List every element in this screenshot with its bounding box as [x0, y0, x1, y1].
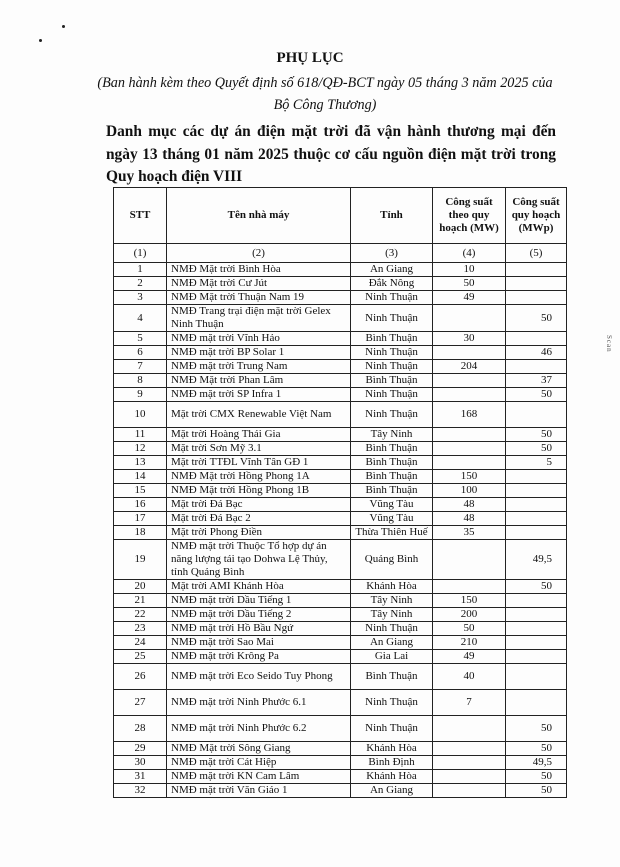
table-row	[114, 770, 567, 784]
table-row	[114, 526, 567, 540]
row-plant-name: NMĐ mặt trời Cát Hiệp	[167, 756, 351, 770]
table-header-row	[114, 188, 567, 244]
table-row	[114, 277, 567, 291]
row-province: Tây Ninh	[351, 608, 433, 622]
row-plant-name: NMĐ mặt trời Trung Nam	[167, 360, 351, 374]
row-capacity-mwp	[506, 636, 567, 650]
table-row	[114, 690, 567, 716]
row-plant-name: NMĐ mặt trời Văn Giáo 1	[167, 784, 351, 798]
row-capacity-mw	[433, 428, 506, 442]
row-stt: 11	[114, 428, 167, 442]
scan-speck	[39, 39, 42, 42]
row-plant-name: Mặt trời AMI Khánh Hòa	[167, 580, 351, 594]
row-plant-name: NMĐ mặt trời Thuộc Tổ hợp dự án năng lượng tái tạo Dohwa Lệ Thủy, tỉnh Quảng Bình	[167, 540, 351, 580]
row-capacity-mw: 204	[433, 360, 506, 374]
row-capacity-mw: 100	[433, 484, 506, 498]
row-capacity-mwp: 50	[506, 716, 567, 742]
row-stt: 21	[114, 594, 167, 608]
row-capacity-mw: 35	[433, 526, 506, 540]
row-capacity-mw: 40	[433, 664, 506, 690]
row-plant-name: Mặt trời Đá Bạc	[167, 498, 351, 512]
row-capacity-mwp: 50	[506, 428, 567, 442]
row-capacity-mwp: 50	[506, 305, 567, 332]
row-capacity-mw: 168	[433, 402, 506, 428]
row-province: Ninh Thuận	[351, 305, 433, 332]
row-capacity-mwp: 50	[506, 784, 567, 798]
table-row	[114, 263, 567, 277]
row-capacity-mwp	[506, 263, 567, 277]
row-capacity-mw: 50	[433, 277, 506, 291]
row-stt: 10	[114, 402, 167, 428]
row-province: An Giang	[351, 263, 433, 277]
row-plant-name: NMĐ Mặt trời Thuận Nam 19	[167, 291, 351, 305]
table-row	[114, 636, 567, 650]
row-plant-name: NMĐ mặt trời KN Cam Lâm	[167, 770, 351, 784]
row-plant-name: Mặt trời CMX Renewable Việt Nam	[167, 402, 351, 428]
row-capacity-mwp	[506, 332, 567, 346]
row-capacity-mw: 50	[433, 622, 506, 636]
header-stt: STT	[114, 188, 167, 244]
row-capacity-mw: 10	[433, 263, 506, 277]
table-row	[114, 756, 567, 770]
row-stt: 22	[114, 608, 167, 622]
table-row	[114, 716, 567, 742]
row-plant-name: NMĐ Mặt trời Hồng Phong 1B	[167, 484, 351, 498]
table-body	[114, 263, 567, 798]
row-province: Ninh Thuận	[351, 690, 433, 716]
row-capacity-mw: 48	[433, 498, 506, 512]
row-capacity-mw	[433, 742, 506, 756]
row-stt: 12	[114, 442, 167, 456]
row-province: Bình Thuận	[351, 332, 433, 346]
row-plant-name: Mặt trời TTĐL Vĩnh Tân GĐ 1	[167, 456, 351, 470]
row-province: Khánh Hòa	[351, 742, 433, 756]
header-province: Tỉnh	[351, 188, 433, 244]
row-capacity-mw	[433, 305, 506, 332]
row-stt: 4	[114, 305, 167, 332]
row-capacity-mwp: 46	[506, 346, 567, 360]
row-capacity-mw	[433, 716, 506, 742]
row-stt: 31	[114, 770, 167, 784]
table-row	[114, 580, 567, 594]
row-province: Ninh Thuận	[351, 716, 433, 742]
row-capacity-mwp	[506, 291, 567, 305]
row-province: Thừa Thiên Huế	[351, 526, 433, 540]
header-capacity-mwp: Công suất quy hoạch (MWp)	[506, 188, 567, 244]
row-capacity-mwp	[506, 664, 567, 690]
row-plant-name: NMĐ mặt trời Ninh Phước 6.2	[167, 716, 351, 742]
table-row	[114, 442, 567, 456]
row-capacity-mwp: 37	[506, 374, 567, 388]
row-stt: 25	[114, 650, 167, 664]
row-capacity-mw	[433, 580, 506, 594]
row-capacity-mw: 7	[433, 690, 506, 716]
row-plant-name: NMĐ Mặt trời Phan Lâm	[167, 374, 351, 388]
row-capacity-mwp	[506, 690, 567, 716]
row-province: Vũng Tàu	[351, 498, 433, 512]
row-province: Bình Thuận	[351, 664, 433, 690]
row-province: Bình Thuận	[351, 470, 433, 484]
row-stt: 20	[114, 580, 167, 594]
document-title: PHỤ LỤC	[276, 50, 344, 66]
row-stt: 2	[114, 277, 167, 291]
header-capacity-mw: Công suất theo quy hoạch (MW)	[433, 188, 506, 244]
row-capacity-mwp: 49,5	[506, 756, 567, 770]
row-province: Bình Thuận	[351, 484, 433, 498]
row-province: Tây Ninh	[351, 428, 433, 442]
row-capacity-mw: 30	[433, 332, 506, 346]
row-plant-name: NMĐ mặt trời Ninh Phước 6.1	[167, 690, 351, 716]
table-row	[114, 332, 567, 346]
row-capacity-mw	[433, 374, 506, 388]
column-index: (1)	[114, 244, 167, 263]
table-row	[114, 484, 567, 498]
row-province: Ninh Thuận	[351, 388, 433, 402]
row-plant-name: NMĐ Mặt trời Sông Giang	[167, 742, 351, 756]
table-row	[114, 456, 567, 470]
row-province: Vũng Tàu	[351, 512, 433, 526]
row-plant-name: NMĐ Trang trại điện mặt trời Gelex Ninh Thuận	[167, 305, 351, 332]
row-stt: 6	[114, 346, 167, 360]
edge-stamp-mark: Scan	[605, 335, 613, 353]
row-capacity-mwp	[506, 608, 567, 622]
row-capacity-mwp	[506, 526, 567, 540]
row-capacity-mw	[433, 456, 506, 470]
row-capacity-mw: 150	[433, 594, 506, 608]
row-capacity-mwp	[506, 402, 567, 428]
row-capacity-mw	[433, 784, 506, 798]
row-stt: 7	[114, 360, 167, 374]
table-row	[114, 650, 567, 664]
row-stt: 13	[114, 456, 167, 470]
row-capacity-mwp	[506, 470, 567, 484]
row-capacity-mwp: 50	[506, 580, 567, 594]
row-stt: 17	[114, 512, 167, 526]
row-stt: 32	[114, 784, 167, 798]
row-plant-name: NMĐ mặt trời Vĩnh Hảo	[167, 332, 351, 346]
row-capacity-mw	[433, 770, 506, 784]
row-capacity-mw	[433, 540, 506, 580]
row-plant-name: Mặt trời Sơn Mỹ 3.1	[167, 442, 351, 456]
subtitle-line-2: Bộ Công Thương)	[273, 97, 377, 113]
row-province: An Giang	[351, 784, 433, 798]
row-province: Ninh Thuận	[351, 360, 433, 374]
row-capacity-mw	[433, 442, 506, 456]
table-row	[114, 784, 567, 798]
table-row	[114, 428, 567, 442]
row-capacity-mw: 48	[433, 512, 506, 526]
row-capacity-mw: 210	[433, 636, 506, 650]
row-plant-name: NMĐ Mặt trời Bình Hòa	[167, 263, 351, 277]
row-capacity-mw: 49	[433, 291, 506, 305]
row-plant-name: NMĐ mặt trời Eco Seido Tuy Phong	[167, 664, 351, 690]
row-capacity-mwp	[506, 360, 567, 374]
column-index: (2)	[167, 244, 351, 263]
subtitle-line-1: (Ban hành kèm theo Quyết định số 618/QĐ-BCT ngày 05 tháng 3 năm 2025 của	[97, 75, 553, 91]
row-province: Tây Ninh	[351, 594, 433, 608]
row-capacity-mwp	[506, 622, 567, 636]
column-index: (5)	[506, 244, 567, 263]
column-index: (3)	[351, 244, 433, 263]
row-plant-name: NMĐ Mặt trời Hồng Phong 1A	[167, 470, 351, 484]
row-province: Ninh Thuận	[351, 291, 433, 305]
row-province: Đắk Nông	[351, 277, 433, 291]
row-capacity-mwp	[506, 277, 567, 291]
row-capacity-mw	[433, 346, 506, 360]
row-plant-name: Mặt trời Đá Bạc 2	[167, 512, 351, 526]
row-capacity-mw	[433, 756, 506, 770]
row-province: Ninh Thuận	[351, 622, 433, 636]
table-row	[114, 470, 567, 484]
column-index: (4)	[433, 244, 506, 263]
row-province: Quảng Bình	[351, 540, 433, 580]
row-province: Ninh Thuận	[351, 402, 433, 428]
row-province: Bình Định	[351, 756, 433, 770]
table-row	[114, 305, 567, 332]
row-capacity-mwp: 49,5	[506, 540, 567, 580]
table-row	[114, 664, 567, 690]
row-stt: 24	[114, 636, 167, 650]
row-province: Ninh Thuận	[351, 346, 433, 360]
row-capacity-mw: 200	[433, 608, 506, 622]
row-capacity-mwp	[506, 498, 567, 512]
document-heading: Danh mục các dự án điện mặt trời đã vận hành thương mại đến ngày 13 tháng 01 năm 2025 thuộc cơ cấu nguồn điện mặt trời trong Quy hoạch điện VIII	[106, 123, 556, 185]
row-capacity-mwp: 5	[506, 456, 567, 470]
solar-projects-table	[113, 187, 567, 798]
row-capacity-mwp: 50	[506, 388, 567, 402]
row-stt: 1	[114, 263, 167, 277]
row-stt: 8	[114, 374, 167, 388]
row-stt: 5	[114, 332, 167, 346]
column-index-row	[114, 244, 567, 263]
row-stt: 29	[114, 742, 167, 756]
table-row	[114, 374, 567, 388]
row-plant-name: NMĐ mặt trời Sao Mai	[167, 636, 351, 650]
row-stt: 18	[114, 526, 167, 540]
row-stt: 19	[114, 540, 167, 580]
row-capacity-mwp	[506, 512, 567, 526]
row-stt: 9	[114, 388, 167, 402]
row-capacity-mwp: 50	[506, 770, 567, 784]
table-row	[114, 512, 567, 526]
row-stt: 23	[114, 622, 167, 636]
table-row	[114, 594, 567, 608]
table-row	[114, 608, 567, 622]
row-stt: 3	[114, 291, 167, 305]
row-province: Khánh Hòa	[351, 770, 433, 784]
row-capacity-mwp	[506, 650, 567, 664]
table-row	[114, 360, 567, 374]
row-capacity-mwp	[506, 594, 567, 608]
row-plant-name: NMĐ mặt trời BP Solar 1	[167, 346, 351, 360]
table-row	[114, 742, 567, 756]
table-row	[114, 346, 567, 360]
row-stt: 28	[114, 716, 167, 742]
row-plant-name: NMĐ mặt trời Hồ Bầu Ngứ	[167, 622, 351, 636]
row-plant-name: NMĐ Mặt trời Cư Jút	[167, 277, 351, 291]
row-plant-name: Mặt trời Phong Điền	[167, 526, 351, 540]
row-stt: 15	[114, 484, 167, 498]
table-row	[114, 388, 567, 402]
row-province: Khánh Hòa	[351, 580, 433, 594]
table-row	[114, 622, 567, 636]
row-stt: 14	[114, 470, 167, 484]
row-capacity-mw: 49	[433, 650, 506, 664]
row-plant-name: NMĐ mặt trời Dầu Tiếng 1	[167, 594, 351, 608]
row-province: Gia Lai	[351, 650, 433, 664]
row-capacity-mwp: 50	[506, 442, 567, 456]
row-province: An Giang	[351, 636, 433, 650]
row-stt: 26	[114, 664, 167, 690]
row-capacity-mwp: 50	[506, 742, 567, 756]
row-capacity-mw	[433, 388, 506, 402]
scan-speck	[62, 25, 65, 28]
row-plant-name: NMĐ mặt trời Dầu Tiếng 2	[167, 608, 351, 622]
table-row	[114, 540, 567, 580]
row-province: Bình Thuận	[351, 456, 433, 470]
table-row	[114, 291, 567, 305]
row-plant-name: Mặt trời Hoàng Thái Gia	[167, 428, 351, 442]
row-stt: 16	[114, 498, 167, 512]
document-subtitle	[95, 72, 555, 116]
row-stt: 27	[114, 690, 167, 716]
row-capacity-mw: 150	[433, 470, 506, 484]
row-capacity-mwp	[506, 484, 567, 498]
row-province: Bình Thuận	[351, 442, 433, 456]
row-plant-name: NMĐ mặt trời SP Infra 1	[167, 388, 351, 402]
row-plant-name: NMĐ mặt trời Krông Pa	[167, 650, 351, 664]
row-province: Bình Thuận	[351, 374, 433, 388]
row-stt: 30	[114, 756, 167, 770]
table-row	[114, 498, 567, 512]
header-plant-name: Tên nhà máy	[167, 188, 351, 244]
table-row	[114, 402, 567, 428]
